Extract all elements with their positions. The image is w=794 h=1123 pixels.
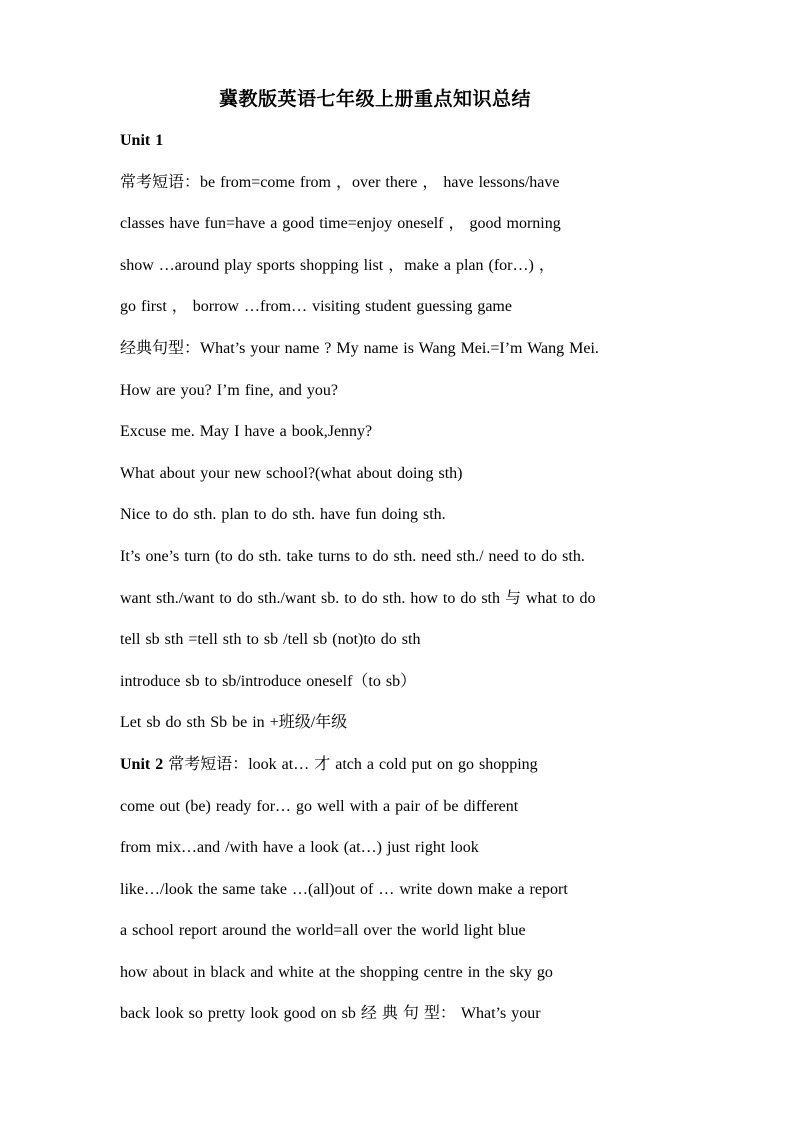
text-line: how about in black and white at the shopping centre in the sky go bbox=[120, 963, 553, 981]
text-line: from mix…and /with have a look (at…) just right look bbox=[120, 839, 479, 857]
text-line: want sth./want to do sth./want sb. to do sth. how to do sth 与 what to do bbox=[120, 589, 596, 607]
text-line: Let sb do sth Sb be in +班级/年级 bbox=[120, 714, 348, 732]
text-line: What about your new school?(what about doing sth) bbox=[120, 464, 463, 482]
text-line: introduce sb to sb/introduce oneself（to sb） bbox=[120, 672, 417, 690]
text-line: come out (be) ready for… go well with a pair of be different bbox=[120, 797, 519, 815]
text-line: 常考短语：be from=come from ，over there ， have lessons/have bbox=[120, 173, 560, 191]
unit-2-line bbox=[120, 754, 675, 796]
text-line: go first ， borrow …from… visiting student guessing game bbox=[120, 298, 512, 316]
unit-2-phrases: 常考短语：look at… 才 atch a cold put on go shopping bbox=[168, 755, 538, 773]
text-line: tell sb sth =tell sth to sb /tell sb (not)to do sth bbox=[120, 631, 421, 649]
text-line: show …around play sports shopping list ，make a plan (for…) ， bbox=[120, 256, 555, 274]
text-line: back look so pretty look good on sb 经 典 句 型： What’s your bbox=[120, 1005, 541, 1023]
text-line: How are you? I’m fine, and you? bbox=[120, 381, 338, 399]
text-line: 经典句型：What’s your name ? My name is Wang Mei.=I’m Wang Mei. bbox=[120, 339, 599, 357]
text-line: classes have fun=have a good time=enjoy oneself ， good morning bbox=[120, 215, 561, 233]
text-line: Excuse me. May I have a book,Jenny? bbox=[120, 423, 373, 441]
text-line: like…/look the same take …(all)out of … write down make a report bbox=[120, 880, 568, 898]
text-line: a school report around the world=all over the world light blue bbox=[120, 922, 526, 940]
unit-1-heading: Unit 1 bbox=[120, 132, 164, 149]
unit-2-heading: Unit 2 bbox=[120, 755, 164, 773]
document-body bbox=[120, 130, 675, 1045]
document-title: 冀教版英语七年级上册重点知识总结 bbox=[218, 89, 531, 110]
text-line: Nice to do sth. plan to do sth. have fun doing sth. bbox=[120, 506, 446, 524]
text-line: It’s one’s turn (to do sth. take turns to do sth. need sth./ need to do sth. bbox=[120, 547, 585, 565]
